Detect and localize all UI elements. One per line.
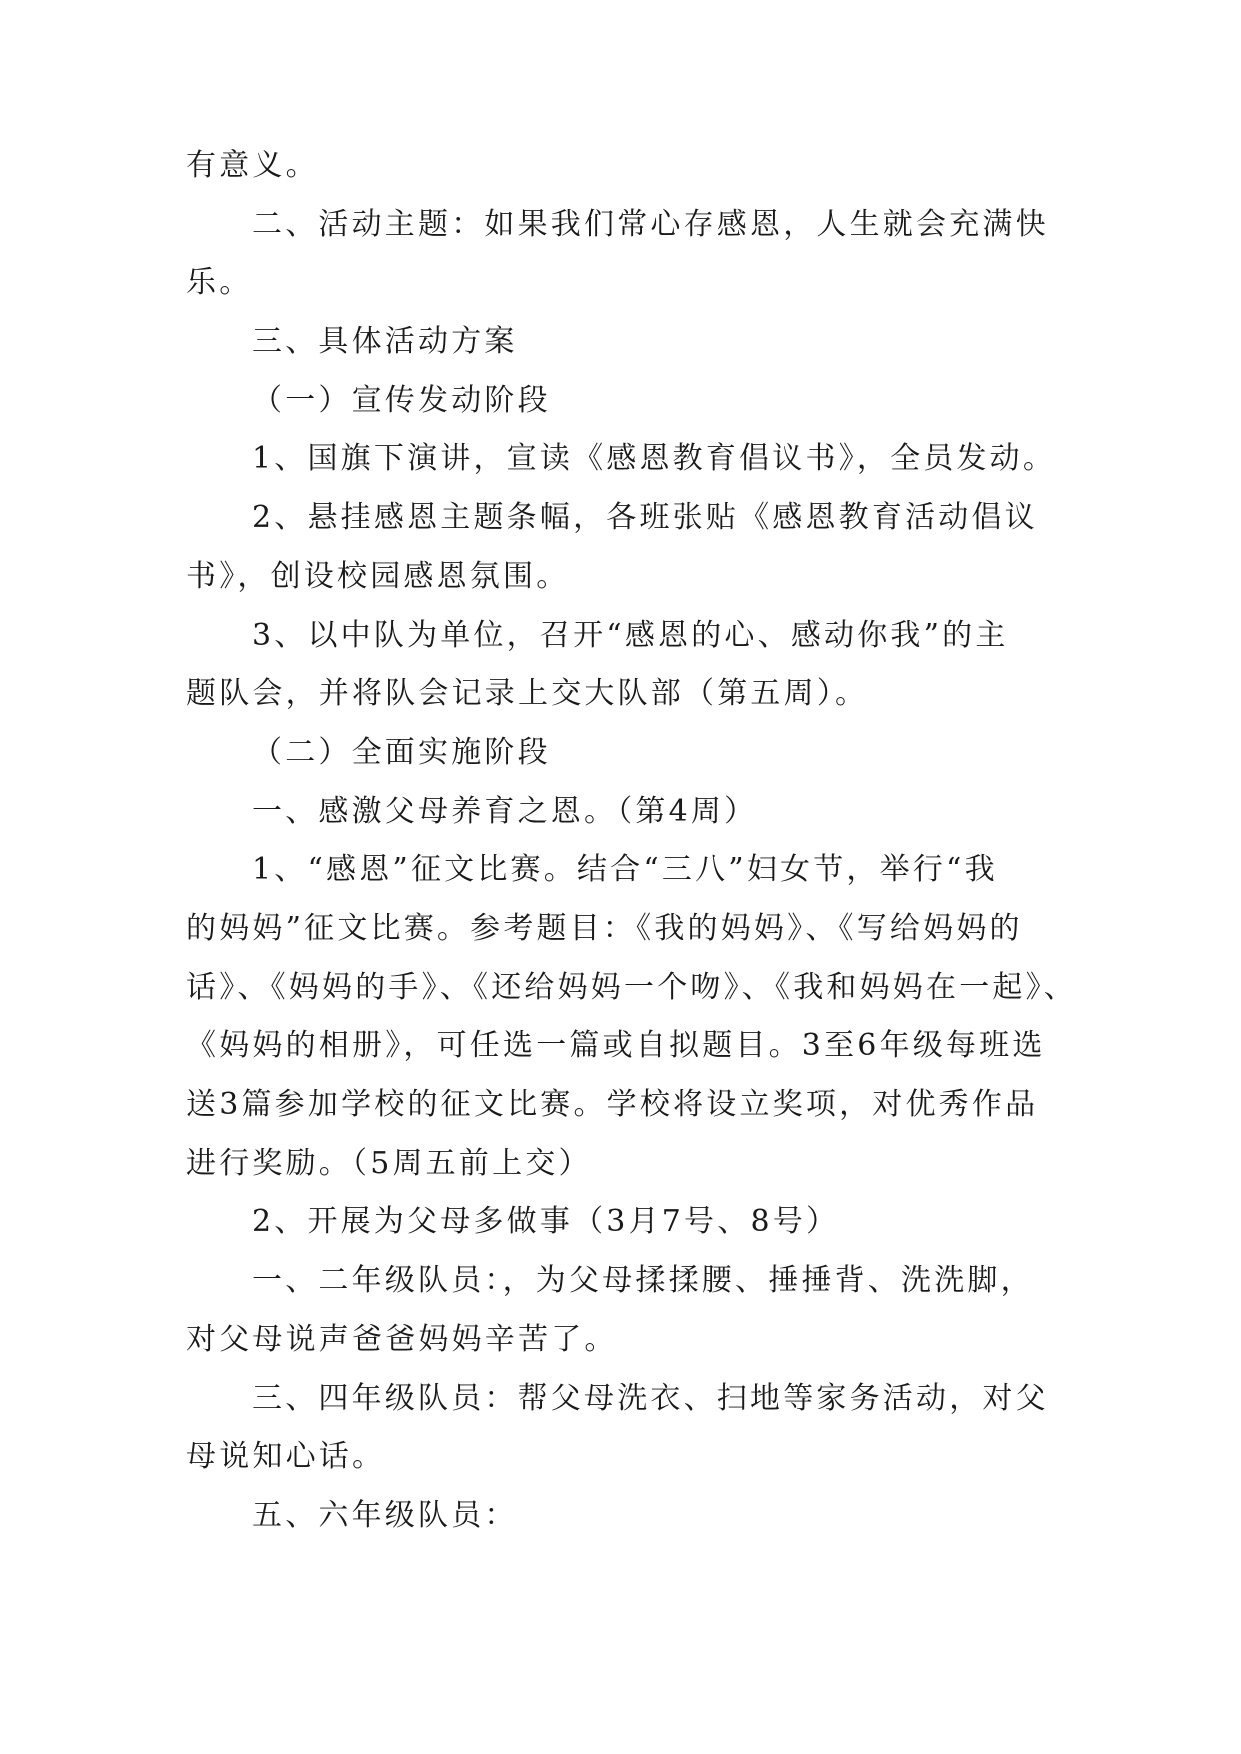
text-line: 二、活动主题：如果我们常心存感恩，人生就会充满快	[252, 207, 1049, 242]
text-line: （一）宣传发动阶段	[252, 383, 551, 418]
text-line: 一、二年级队员：，为父母揉揉腰、捶捶背、洗洗脚，	[252, 1263, 1034, 1298]
text-line: 进行奖励。（5周五前上交）	[186, 1146, 592, 1181]
text-line: 三、四年级队员：帮父母洗衣、扫地等家务活动，对父	[252, 1381, 1049, 1416]
text-line: （二）全面实施阶段	[252, 735, 551, 770]
text-line: 《妈妈的相册》，可任选一篇或自拟题目。3至6年级每班选	[186, 1028, 1046, 1063]
text-line: 有意义。	[186, 148, 319, 183]
text-line: 1、国旗下演讲，宣读《感恩教育倡议书》，全员发动。	[252, 441, 1057, 476]
text-line: 书》，创设校园感恩氛围。	[186, 559, 570, 594]
text-line: 题队会，并将队会记录上交大队部（第五周）。	[186, 676, 869, 711]
text-line: 对父母说声爸爸妈妈辛苦了。	[186, 1322, 618, 1357]
text-line: 送3篇参加学校的征文比赛。学校将设立奖项，对优秀作品	[186, 1087, 1039, 1122]
text-line: 2、开展为父母多做事（3月7号、8号）	[252, 1204, 840, 1239]
text-line: 三、具体活动方案	[252, 324, 518, 359]
text-line: 一、感激父母养育之恩。（第4周）	[252, 794, 758, 829]
text-line: 的妈妈”征文比赛。参考题目：《我的妈妈》、《写给妈妈的	[186, 911, 1023, 946]
text-line: 五、六年级队员：	[252, 1498, 518, 1533]
text-line: 乐。	[186, 265, 253, 300]
text-line: 1、“感恩”征文比赛。结合“三八”妇女节，举行“我	[252, 852, 998, 887]
text-line: 3、以中队为单位，召开“感恩的心、感动你我”的主	[252, 618, 1009, 653]
text-line: 母说知心话。	[186, 1439, 386, 1474]
text-line: 话》、《妈妈的手》、《还给妈妈一个吻》、《我和妈妈在一起》、	[186, 970, 1077, 1005]
text-line: 2、悬挂感恩主题条幅，各班张贴《感恩教育活动倡议	[252, 500, 1038, 535]
